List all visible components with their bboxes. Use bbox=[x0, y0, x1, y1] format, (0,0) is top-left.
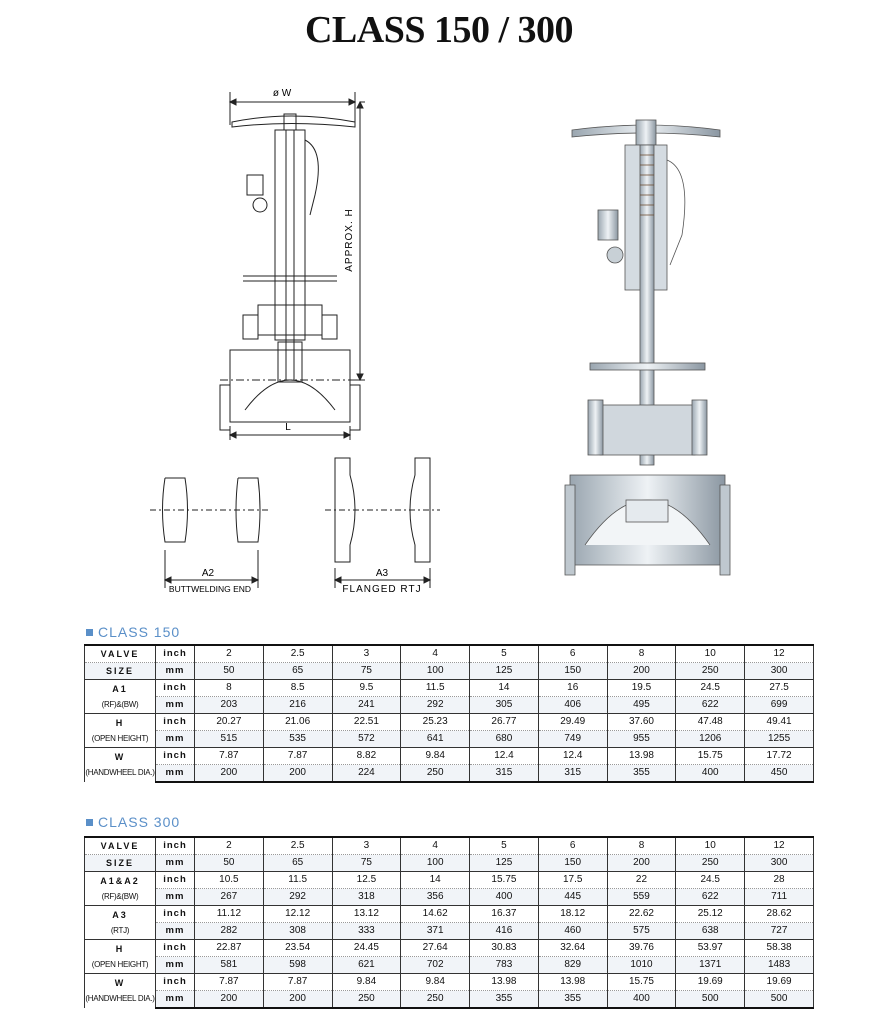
row-label-main: W bbox=[114, 978, 126, 988]
value-cell: 622 bbox=[676, 697, 745, 714]
value-cell: 125 bbox=[470, 855, 539, 872]
row-label-sub: (RF)&(BW) bbox=[101, 891, 139, 901]
value-cell: 50 bbox=[195, 663, 264, 680]
value-cell: 315 bbox=[470, 765, 539, 783]
value-cell: 13.98 bbox=[607, 748, 676, 765]
value-cell: 24.45 bbox=[332, 940, 401, 957]
value-cell: 216 bbox=[263, 697, 332, 714]
value-cell: 641 bbox=[401, 731, 470, 748]
unit-cell: inch bbox=[156, 645, 195, 663]
value-cell: 9.5 bbox=[332, 680, 401, 697]
value-cell: 65 bbox=[263, 663, 332, 680]
row-label-main: W bbox=[114, 752, 126, 762]
table-row bbox=[85, 680, 814, 697]
value-cell: 47.48 bbox=[676, 714, 745, 731]
row-label-main: H bbox=[115, 717, 125, 728]
value-cell: 4 bbox=[401, 645, 470, 663]
value-cell: 575 bbox=[607, 923, 676, 940]
value-cell: 535 bbox=[263, 731, 332, 748]
table-row bbox=[85, 714, 814, 731]
value-cell: 18.12 bbox=[538, 906, 607, 923]
row-label-sub: (RTJ) bbox=[110, 925, 130, 935]
table-row bbox=[85, 991, 814, 1009]
value-cell: 1483 bbox=[745, 957, 814, 974]
value-cell: 22 bbox=[607, 872, 676, 889]
value-cell: 355 bbox=[470, 991, 539, 1009]
value-cell: 1206 bbox=[676, 731, 745, 748]
value-cell: 150 bbox=[538, 855, 607, 872]
table-row bbox=[85, 889, 814, 906]
value-cell: 308 bbox=[263, 923, 332, 940]
value-cell: 16 bbox=[538, 680, 607, 697]
value-cell: 12 bbox=[745, 645, 814, 663]
unit-cell: mm bbox=[156, 957, 195, 974]
value-cell: 1371 bbox=[676, 957, 745, 974]
row-label bbox=[85, 855, 156, 872]
value-cell: 598 bbox=[263, 957, 332, 974]
value-cell: 333 bbox=[332, 923, 401, 940]
value-cell: 371 bbox=[401, 923, 470, 940]
value-cell: 100 bbox=[401, 663, 470, 680]
value-cell: 1255 bbox=[745, 731, 814, 748]
row-label bbox=[85, 645, 156, 663]
value-cell: 58.38 bbox=[745, 940, 814, 957]
value-cell: 15.75 bbox=[470, 872, 539, 889]
unit-cell: mm bbox=[156, 663, 195, 680]
row-label-main: A1&A2 bbox=[100, 875, 140, 886]
unit-cell: inch bbox=[156, 974, 195, 991]
value-cell: 6 bbox=[538, 837, 607, 855]
table-row bbox=[85, 645, 814, 663]
table-row bbox=[85, 923, 814, 940]
value-cell: 8.5 bbox=[263, 680, 332, 697]
value-cell: 9.84 bbox=[401, 748, 470, 765]
value-cell: 9.84 bbox=[401, 974, 470, 991]
value-cell: 12.4 bbox=[538, 748, 607, 765]
value-cell: 355 bbox=[607, 765, 676, 783]
value-cell: 4 bbox=[401, 837, 470, 855]
value-cell: 11.5 bbox=[401, 680, 470, 697]
value-cell: 200 bbox=[195, 991, 264, 1009]
value-cell: 400 bbox=[676, 765, 745, 783]
value-cell: 5 bbox=[470, 645, 539, 663]
value-cell: 460 bbox=[538, 923, 607, 940]
value-cell: 17.72 bbox=[745, 748, 814, 765]
value-cell: 9.84 bbox=[332, 974, 401, 991]
value-cell: 1010 bbox=[607, 957, 676, 974]
row-label bbox=[85, 906, 156, 940]
value-cell: 200 bbox=[607, 855, 676, 872]
row-label-sub: (HANDWHEEL DIA.) bbox=[85, 994, 155, 1003]
unit-cell: mm bbox=[156, 855, 195, 872]
value-cell: 315 bbox=[538, 765, 607, 783]
value-cell: 49.41 bbox=[745, 714, 814, 731]
table-row bbox=[85, 855, 814, 872]
value-cell: 13.98 bbox=[470, 974, 539, 991]
value-cell: 10 bbox=[676, 837, 745, 855]
value-cell: 12.4 bbox=[470, 748, 539, 765]
value-cell: 13.98 bbox=[538, 974, 607, 991]
value-cell: 250 bbox=[676, 663, 745, 680]
value-cell: 495 bbox=[607, 697, 676, 714]
row-label bbox=[85, 748, 156, 783]
value-cell: 39.76 bbox=[607, 940, 676, 957]
value-cell: 150 bbox=[538, 663, 607, 680]
value-cell: 203 bbox=[195, 697, 264, 714]
value-cell: 250 bbox=[401, 765, 470, 783]
value-cell: 14 bbox=[470, 680, 539, 697]
row-label-main: VALVE bbox=[100, 841, 140, 851]
value-cell: 200 bbox=[263, 765, 332, 783]
table-row bbox=[85, 957, 814, 974]
row-label-sub: (OPEN HEIGHT) bbox=[91, 959, 149, 969]
value-cell: 3 bbox=[332, 645, 401, 663]
value-cell: 572 bbox=[332, 731, 401, 748]
table-row bbox=[85, 663, 814, 680]
butt-weld-label: BUTTWELDING END bbox=[168, 584, 252, 594]
value-cell: 37.60 bbox=[607, 714, 676, 731]
value-cell: 5 bbox=[470, 837, 539, 855]
unit-cell: inch bbox=[156, 906, 195, 923]
class300-heading bbox=[86, 814, 180, 830]
dim-l-label: L bbox=[285, 422, 291, 433]
table-row bbox=[85, 837, 814, 855]
value-cell: 224 bbox=[332, 765, 401, 783]
unit-cell: inch bbox=[156, 680, 195, 697]
unit-cell: mm bbox=[156, 991, 195, 1009]
value-cell: 22.51 bbox=[332, 714, 401, 731]
value-cell: 100 bbox=[401, 855, 470, 872]
value-cell: 200 bbox=[607, 663, 676, 680]
value-cell: 355 bbox=[538, 991, 607, 1009]
table-row bbox=[85, 872, 814, 889]
value-cell: 445 bbox=[538, 889, 607, 906]
value-cell: 500 bbox=[745, 991, 814, 1009]
value-cell: 3 bbox=[332, 837, 401, 855]
page-title: CLASS 150 / 300 bbox=[304, 9, 574, 51]
value-cell: 22.87 bbox=[195, 940, 264, 957]
row-label-main: SIZE bbox=[105, 858, 134, 868]
bullet-square-icon bbox=[86, 629, 93, 636]
unit-cell: inch bbox=[156, 714, 195, 731]
value-cell: 300 bbox=[745, 855, 814, 872]
row-label-main: SIZE bbox=[105, 666, 134, 676]
value-cell: 24.5 bbox=[676, 872, 745, 889]
value-cell: 7.87 bbox=[263, 974, 332, 991]
row-label bbox=[85, 872, 156, 906]
value-cell: 11.12 bbox=[195, 906, 264, 923]
value-cell: 75 bbox=[332, 663, 401, 680]
table-row bbox=[85, 697, 814, 714]
value-cell: 26.77 bbox=[470, 714, 539, 731]
value-cell: 515 bbox=[195, 731, 264, 748]
value-cell: 20.27 bbox=[195, 714, 264, 731]
row-label bbox=[85, 837, 156, 855]
value-cell: 250 bbox=[332, 991, 401, 1009]
value-cell: 29.49 bbox=[538, 714, 607, 731]
row-label bbox=[85, 940, 156, 974]
value-cell: 400 bbox=[470, 889, 539, 906]
table-row bbox=[85, 974, 814, 991]
value-cell: 8 bbox=[607, 837, 676, 855]
value-cell: 21.06 bbox=[263, 714, 332, 731]
value-cell: 14.62 bbox=[401, 906, 470, 923]
unit-cell: inch bbox=[156, 940, 195, 957]
value-cell: 8 bbox=[195, 680, 264, 697]
value-cell: 559 bbox=[607, 889, 676, 906]
unit-cell: mm bbox=[156, 697, 195, 714]
value-cell: 19.69 bbox=[745, 974, 814, 991]
value-cell: 680 bbox=[470, 731, 539, 748]
value-cell: 22.62 bbox=[607, 906, 676, 923]
class300-table bbox=[84, 836, 814, 1009]
value-cell: 28.62 bbox=[745, 906, 814, 923]
valve-dimension-drawing bbox=[150, 80, 440, 600]
value-cell: 581 bbox=[195, 957, 264, 974]
row-label bbox=[85, 974, 156, 1009]
flanged-rtj-label: FLANGED RTJ bbox=[342, 584, 422, 595]
unit-cell: inch bbox=[156, 872, 195, 889]
row-label-sub: (OPEN HEIGHT) bbox=[91, 733, 149, 743]
value-cell: 318 bbox=[332, 889, 401, 906]
value-cell: 24.5 bbox=[676, 680, 745, 697]
value-cell: 10.5 bbox=[195, 872, 264, 889]
value-cell: 12 bbox=[745, 837, 814, 855]
class150-table bbox=[84, 644, 814, 783]
value-cell: 50 bbox=[195, 855, 264, 872]
unit-cell: inch bbox=[156, 837, 195, 855]
value-cell: 27.5 bbox=[745, 680, 814, 697]
unit-cell: mm bbox=[156, 889, 195, 906]
value-cell: 12.12 bbox=[263, 906, 332, 923]
value-cell: 7.87 bbox=[195, 974, 264, 991]
value-cell: 25.23 bbox=[401, 714, 470, 731]
value-cell: 702 bbox=[401, 957, 470, 974]
value-cell: 30.83 bbox=[470, 940, 539, 957]
dim-a3-label: A3 bbox=[375, 568, 389, 579]
value-cell: 2 bbox=[195, 837, 264, 855]
value-cell: 125 bbox=[470, 663, 539, 680]
value-cell: 450 bbox=[745, 765, 814, 783]
value-cell: 65 bbox=[263, 855, 332, 872]
row-label bbox=[85, 663, 156, 680]
value-cell: 13.12 bbox=[332, 906, 401, 923]
value-cell: 14 bbox=[401, 872, 470, 889]
value-cell: 400 bbox=[607, 991, 676, 1009]
unit-cell: mm bbox=[156, 923, 195, 940]
table-row bbox=[85, 765, 814, 783]
row-label-main: A1 bbox=[112, 683, 128, 694]
value-cell: 12.5 bbox=[332, 872, 401, 889]
value-cell: 200 bbox=[263, 991, 332, 1009]
value-cell: 23.54 bbox=[263, 940, 332, 957]
value-cell: 28 bbox=[745, 872, 814, 889]
unit-cell: mm bbox=[156, 765, 195, 783]
class300-heading-text: CLASS 300 bbox=[98, 814, 181, 830]
value-cell: 282 bbox=[195, 923, 264, 940]
value-cell: 15.75 bbox=[676, 748, 745, 765]
value-cell: 267 bbox=[195, 889, 264, 906]
value-cell: 241 bbox=[332, 697, 401, 714]
value-cell: 11.5 bbox=[263, 872, 332, 889]
value-cell: 406 bbox=[538, 697, 607, 714]
class150-heading bbox=[86, 624, 180, 640]
value-cell: 250 bbox=[676, 855, 745, 872]
value-cell: 416 bbox=[470, 923, 539, 940]
unit-cell: inch bbox=[156, 748, 195, 765]
value-cell: 749 bbox=[538, 731, 607, 748]
value-cell: 699 bbox=[745, 697, 814, 714]
value-cell: 200 bbox=[195, 765, 264, 783]
row-label-sub: (RF)&(BW) bbox=[101, 699, 139, 709]
value-cell: 16.37 bbox=[470, 906, 539, 923]
value-cell: 8 bbox=[607, 645, 676, 663]
row-label-main: VALVE bbox=[100, 649, 140, 659]
dim-a2-label: A2 bbox=[201, 568, 215, 579]
value-cell: 2.5 bbox=[263, 837, 332, 855]
row-label-main: H bbox=[115, 943, 125, 954]
value-cell: 638 bbox=[676, 923, 745, 940]
value-cell: 19.69 bbox=[676, 974, 745, 991]
row-label-main: A3 bbox=[112, 909, 128, 920]
valve-cutaway-illustration bbox=[560, 115, 735, 580]
value-cell: 2.5 bbox=[263, 645, 332, 663]
value-cell: 356 bbox=[401, 889, 470, 906]
value-cell: 25.12 bbox=[676, 906, 745, 923]
value-cell: 829 bbox=[538, 957, 607, 974]
unit-cell: mm bbox=[156, 731, 195, 748]
value-cell: 17.5 bbox=[538, 872, 607, 889]
table-row bbox=[85, 940, 814, 957]
value-cell: 955 bbox=[607, 731, 676, 748]
value-cell: 6 bbox=[538, 645, 607, 663]
value-cell: 27.64 bbox=[401, 940, 470, 957]
value-cell: 53.97 bbox=[676, 940, 745, 957]
value-cell: 250 bbox=[401, 991, 470, 1009]
class150-heading-text: CLASS 150 bbox=[98, 624, 181, 640]
dim-w-label: ø W bbox=[272, 88, 292, 99]
value-cell: 10 bbox=[676, 645, 745, 663]
value-cell: 75 bbox=[332, 855, 401, 872]
value-cell: 300 bbox=[745, 663, 814, 680]
bullet-square-icon bbox=[86, 819, 93, 826]
value-cell: 727 bbox=[745, 923, 814, 940]
table-row bbox=[85, 731, 814, 748]
value-cell: 711 bbox=[745, 889, 814, 906]
row-label bbox=[85, 714, 156, 748]
value-cell: 8.82 bbox=[332, 748, 401, 765]
dim-h-label: APPROX. H bbox=[344, 208, 355, 272]
value-cell: 7.87 bbox=[195, 748, 264, 765]
value-cell: 15.75 bbox=[607, 974, 676, 991]
value-cell: 621 bbox=[332, 957, 401, 974]
value-cell: 783 bbox=[470, 957, 539, 974]
value-cell: 292 bbox=[401, 697, 470, 714]
table-row bbox=[85, 748, 814, 765]
value-cell: 292 bbox=[263, 889, 332, 906]
row-label bbox=[85, 680, 156, 714]
value-cell: 622 bbox=[676, 889, 745, 906]
value-cell: 19.5 bbox=[607, 680, 676, 697]
value-cell: 32.64 bbox=[538, 940, 607, 957]
value-cell: 2 bbox=[195, 645, 264, 663]
value-cell: 500 bbox=[676, 991, 745, 1009]
value-cell: 7.87 bbox=[263, 748, 332, 765]
value-cell: 305 bbox=[470, 697, 539, 714]
table-row bbox=[85, 906, 814, 923]
row-label-sub: (HANDWHEEL DIA.) bbox=[85, 768, 155, 777]
